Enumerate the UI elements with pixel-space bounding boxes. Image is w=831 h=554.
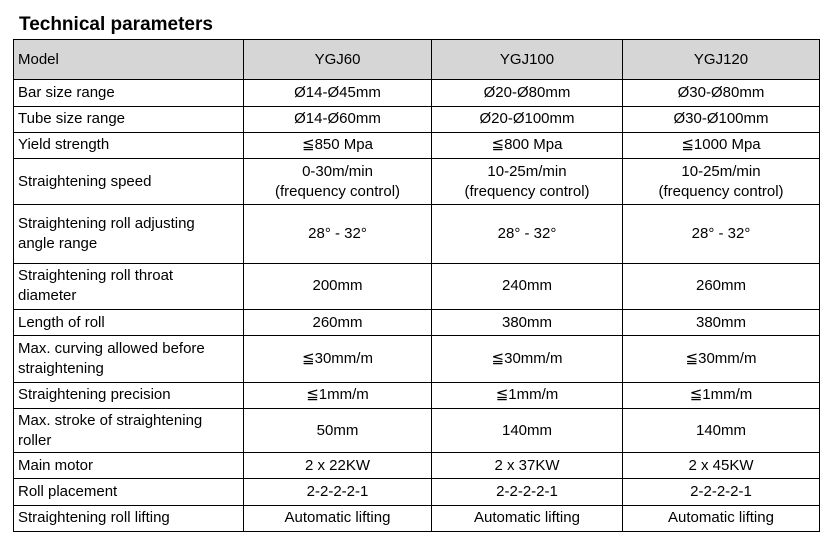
cell-value bbox=[432, 158, 623, 204]
cell-value: ≦800 Mpa bbox=[432, 132, 623, 158]
table-row bbox=[14, 382, 820, 408]
cell-value: ≦1mm/m bbox=[244, 382, 432, 408]
cell-value: 28° - 32° bbox=[432, 205, 623, 263]
cell-value: 240mm bbox=[432, 263, 623, 309]
table-row bbox=[14, 263, 820, 309]
table-row bbox=[14, 408, 820, 452]
cell-value: ≦30mm/m bbox=[432, 336, 623, 382]
row-label: Bar size range bbox=[14, 80, 244, 106]
cell-value bbox=[244, 158, 432, 204]
table-row bbox=[14, 80, 820, 106]
cell-value: 140mm bbox=[623, 408, 820, 452]
table-header-row bbox=[14, 40, 820, 80]
label-line: Straightening roll throat bbox=[18, 267, 174, 285]
cell-value: 380mm bbox=[623, 310, 820, 336]
cell-line: 0-30m/min bbox=[302, 162, 373, 180]
label-line: roller bbox=[18, 431, 52, 449]
cell-value: ≦850 Mpa bbox=[244, 132, 432, 158]
cell-value: 2-2-2-2-1 bbox=[432, 479, 623, 505]
cell-value: 200mm bbox=[244, 263, 432, 309]
cell-value: Automatic lifting bbox=[244, 505, 432, 531]
row-label: Straightening precision bbox=[14, 382, 244, 408]
page-title: Technical parameters bbox=[19, 14, 213, 35]
cell-value: Ø30-Ø80mm bbox=[623, 80, 820, 106]
row-label bbox=[14, 336, 244, 382]
row-label: Straightening speed bbox=[14, 158, 244, 204]
table-row bbox=[14, 106, 820, 132]
cell-value: Ø20-Ø80mm bbox=[432, 80, 623, 106]
label-line: angle range bbox=[18, 235, 98, 253]
row-label: Length of roll bbox=[14, 310, 244, 336]
cell-line: (frequency control) bbox=[274, 182, 401, 200]
table-row bbox=[14, 205, 820, 263]
cell-value: 50mm bbox=[244, 408, 432, 452]
row-label: Roll placement bbox=[14, 479, 244, 505]
parameters-table bbox=[13, 39, 820, 532]
label-line: straightening bbox=[18, 360, 104, 378]
cell-value: Ø14-Ø60mm bbox=[244, 106, 432, 132]
label-line: diameter bbox=[18, 287, 77, 305]
table-row bbox=[14, 336, 820, 382]
cell-value: 260mm bbox=[623, 263, 820, 309]
table-row bbox=[14, 158, 820, 204]
cell-value: 2 x 37KW bbox=[432, 453, 623, 479]
table-row bbox=[14, 505, 820, 531]
cell-value: 2 x 22KW bbox=[244, 453, 432, 479]
cell-value: ≦1mm/m bbox=[432, 382, 623, 408]
row-label bbox=[14, 408, 244, 452]
header-ygj60: YGJ60 bbox=[244, 40, 432, 80]
cell-line: (frequency control) bbox=[464, 182, 590, 200]
cell-value: Ø14-Ø45mm bbox=[244, 80, 432, 106]
header-ygj100: YGJ100 bbox=[432, 40, 623, 80]
table-row bbox=[14, 453, 820, 479]
header-model: Model bbox=[14, 40, 244, 80]
cell-value: 28° - 32° bbox=[623, 205, 820, 263]
cell-line: (frequency control) bbox=[658, 182, 784, 200]
label-line: Straightening roll adjusting bbox=[18, 215, 195, 233]
cell-line: 10-25m/min bbox=[487, 162, 567, 180]
cell-line: 10-25m/min bbox=[681, 162, 761, 180]
row-label: Main motor bbox=[14, 453, 244, 479]
header-ygj120: YGJ120 bbox=[623, 40, 820, 80]
cell-value: 2-2-2-2-1 bbox=[244, 479, 432, 505]
table-row bbox=[14, 479, 820, 505]
cell-value: ≦30mm/m bbox=[244, 336, 432, 382]
cell-value: Automatic lifting bbox=[432, 505, 623, 531]
cell-value: 260mm bbox=[244, 310, 432, 336]
cell-value: Automatic lifting bbox=[623, 505, 820, 531]
cell-value: 380mm bbox=[432, 310, 623, 336]
row-label bbox=[14, 205, 244, 263]
cell-value: ≦30mm/m bbox=[623, 336, 820, 382]
table-row bbox=[14, 310, 820, 336]
row-label: Tube size range bbox=[14, 106, 244, 132]
cell-value: 2 x 45KW bbox=[623, 453, 820, 479]
cell-value: Ø20-Ø100mm bbox=[432, 106, 623, 132]
table-row bbox=[14, 132, 820, 158]
cell-value: Ø30-Ø100mm bbox=[623, 106, 820, 132]
cell-value bbox=[623, 158, 820, 204]
cell-value: ≦1000 Mpa bbox=[623, 132, 820, 158]
label-line: Max. stroke of straightening bbox=[18, 411, 203, 429]
cell-value: 140mm bbox=[432, 408, 623, 452]
label-line: Max. curving allowed before bbox=[18, 340, 205, 358]
cell-value: ≦1mm/m bbox=[623, 382, 820, 408]
row-label bbox=[14, 263, 244, 309]
cell-value: 28° - 32° bbox=[244, 205, 432, 263]
row-label: Straightening roll lifting bbox=[14, 505, 244, 531]
row-label: Yield strength bbox=[14, 132, 244, 158]
cell-value: 2-2-2-2-1 bbox=[623, 479, 820, 505]
